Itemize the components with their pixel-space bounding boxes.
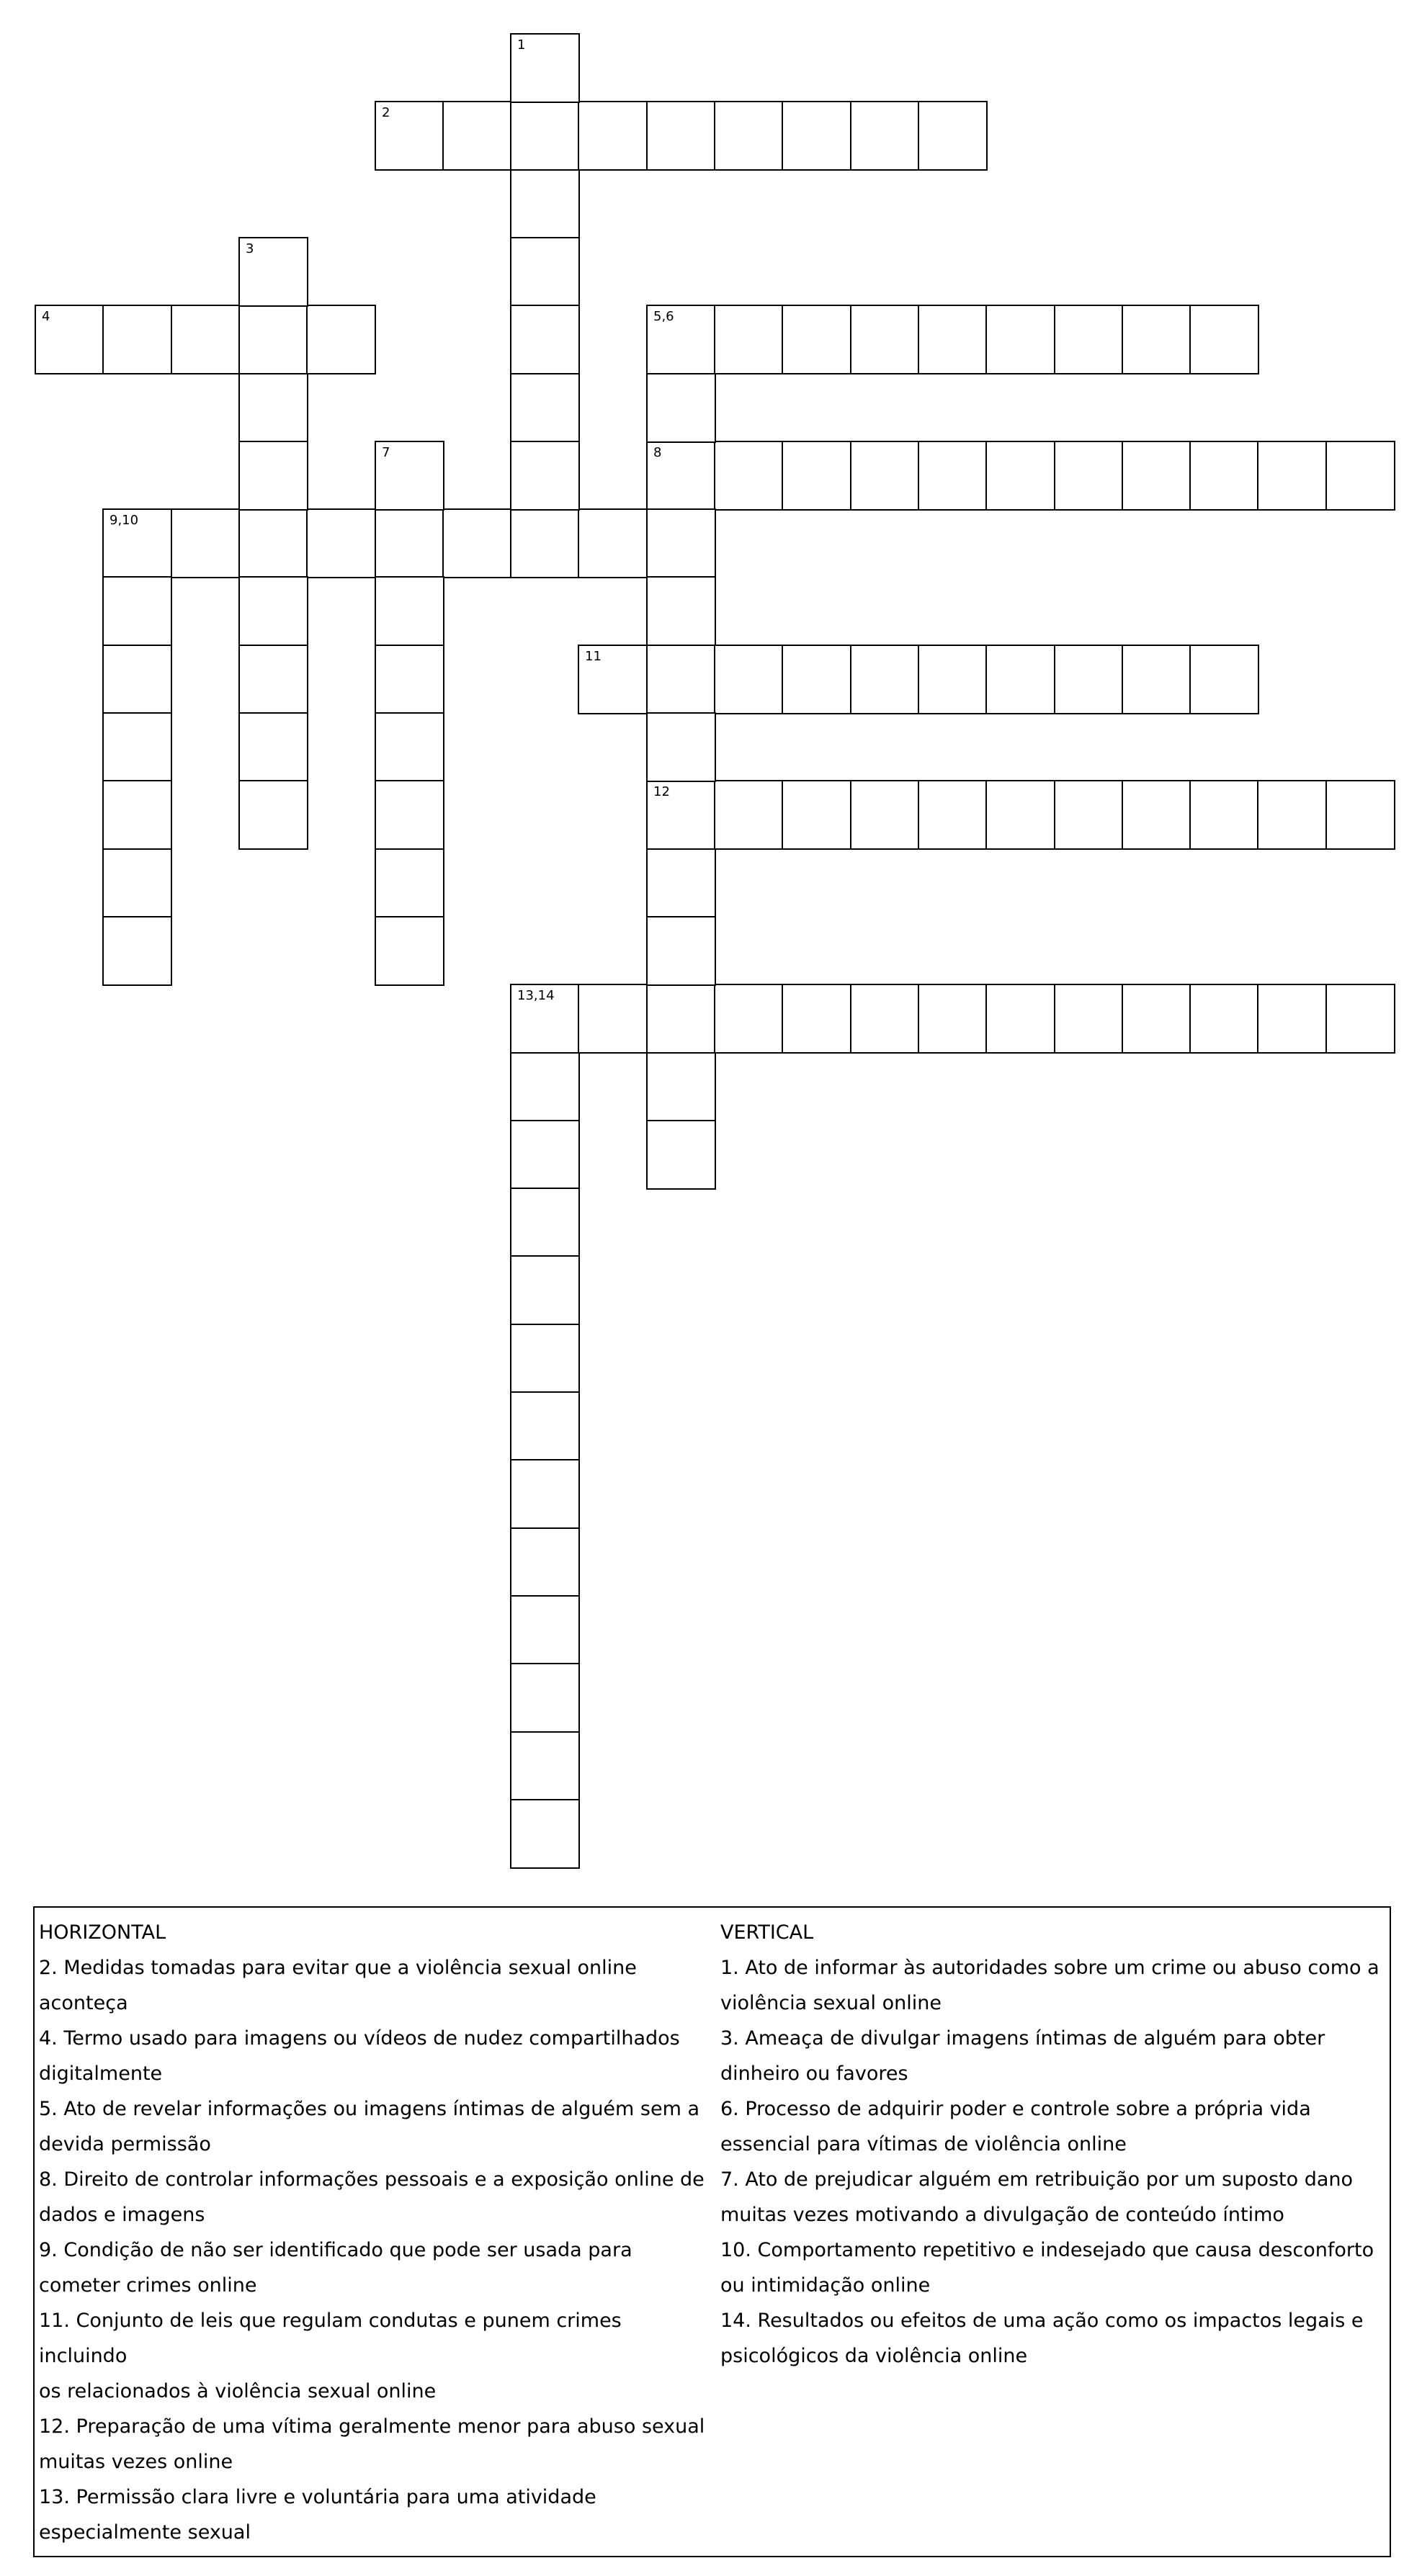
crossword-cell[interactable] <box>646 916 716 986</box>
crossword-cell[interactable] <box>985 305 1055 374</box>
crossword-cell[interactable] <box>510 1799 580 1869</box>
crossword-cell[interactable] <box>985 645 1055 714</box>
crossword-cell[interactable] <box>918 101 988 171</box>
crossword-cell[interactable] <box>171 305 241 374</box>
crossword-cell[interactable] <box>782 645 851 714</box>
crossword-cell[interactable] <box>510 1188 580 1257</box>
clue-number: 8 <box>653 445 662 460</box>
crossword-cell[interactable] <box>510 1120 580 1190</box>
crossword-cell[interactable] <box>510 169 580 239</box>
crossword-cell[interactable] <box>578 984 648 1054</box>
crossword-cell[interactable] <box>578 101 648 171</box>
crossword-cell[interactable] <box>102 712 172 782</box>
crossword-cell[interactable] <box>510 1527 580 1597</box>
crossword-cell[interactable] <box>102 848 172 918</box>
crossword-cell[interactable] <box>918 645 988 714</box>
crossword-cell[interactable] <box>714 780 784 850</box>
crossword-cell[interactable] <box>985 984 1055 1054</box>
horizontal-clue-line: especialmente sexual <box>39 2521 251 2544</box>
vertical-clue-line: 10. Comportamento repetitivo e indesejado que causa desconforto <box>720 2239 1374 2261</box>
crossword-cell[interactable] <box>1122 984 1191 1054</box>
crossword-cell[interactable] <box>782 305 851 374</box>
clue-number: 12 <box>653 784 670 799</box>
vertical-clue-line: 7. Ato de prejudicar alguém em retribuição por um suposto dano <box>720 2168 1354 2191</box>
horizontal-clue-line: 12. Preparação de uma vítima geralmente menor para abuso sexual <box>39 2415 705 2438</box>
crossword-cell[interactable] <box>985 441 1055 511</box>
vertical-clue-line: 3. Ameaça de divulgar imagens íntimas de alguém para obter <box>720 2027 1325 2050</box>
crossword-cell[interactable] <box>442 508 512 578</box>
vertical-clue-line: muitas vezes motivando a divulgação de conteúdo íntimo <box>720 2204 1284 2226</box>
horizontal-clue-line: aconteça <box>39 1992 128 2014</box>
horizontal-title: HORIZONTAL <box>39 1921 166 1944</box>
crossword-cell[interactable] <box>102 508 172 578</box>
crossword-cell[interactable] <box>850 645 920 714</box>
crossword-cell[interactable] <box>646 1052 716 1122</box>
crossword-cell[interactable] <box>375 441 444 511</box>
crossword-cell[interactable] <box>375 645 444 714</box>
horizontal-clue-line: 2. Medidas tomadas para evitar que a violência sexual online <box>39 1957 637 1979</box>
vertical-title: VERTICAL <box>720 1921 814 1944</box>
crossword-cell[interactable] <box>646 101 716 171</box>
crossword-cell[interactable] <box>238 441 308 511</box>
crossword-cell[interactable] <box>646 576 716 646</box>
horizontal-clue-line: 8. Direito de controlar informações pessoais e a exposição online de <box>39 2168 705 2191</box>
crossword-cell[interactable] <box>510 984 580 1054</box>
crossword-cell[interactable] <box>102 916 172 986</box>
crossword-cell[interactable] <box>850 984 920 1054</box>
horizontal-clues <box>39 1915 709 2550</box>
crossword-cell[interactable] <box>850 780 920 850</box>
vertical-clue-line: 14. Resultados ou efeitos de uma ação como os impactos legais e <box>720 2310 1364 2332</box>
crossword-cell[interactable] <box>510 237 580 307</box>
crossword-cell[interactable] <box>1189 780 1259 850</box>
crossword-cell[interactable] <box>238 237 308 307</box>
crossword-cell[interactable] <box>646 848 716 918</box>
horizontal-clue-line: digitalmente <box>39 2063 163 2085</box>
crossword-cell[interactable] <box>646 441 716 511</box>
crossword-cell[interactable] <box>1325 441 1395 511</box>
horizontal-clue-line: muitas vezes online <box>39 2451 233 2473</box>
crossword-cell[interactable] <box>850 305 920 374</box>
vertical-clue-line: essencial para vítimas de violência online <box>720 2133 1127 2155</box>
clue-number: 4 <box>42 309 50 324</box>
crossword-cell[interactable] <box>714 305 784 374</box>
vertical-clue-line: ou intimidação online <box>720 2274 931 2297</box>
crossword-cell[interactable] <box>646 780 716 850</box>
clue-number: 11 <box>585 649 602 664</box>
crossword-cell[interactable] <box>102 305 172 374</box>
crossword-cell[interactable] <box>510 33 580 103</box>
crossword-cell[interactable] <box>1054 441 1124 511</box>
crossword-cell[interactable] <box>1189 645 1259 714</box>
horizontal-clue-line: 11. Conjunto de leis que regulam condutas e punem crimes incluindo <box>39 2310 622 2367</box>
crossword-cell[interactable] <box>1257 984 1327 1054</box>
crossword-cell[interactable] <box>102 576 172 646</box>
crossword-cell[interactable] <box>102 780 172 850</box>
crossword-cell[interactable] <box>918 441 988 511</box>
crossword-cell[interactable] <box>510 441 580 511</box>
horizontal-clue-line: devida permissão <box>39 2133 211 2155</box>
crossword-cell[interactable] <box>1054 984 1124 1054</box>
vertical-clues <box>720 1915 1387 2374</box>
crossword-cell[interactable] <box>510 1663 580 1733</box>
crossword-cell[interactable] <box>238 373 308 443</box>
crossword-cell[interactable] <box>714 101 784 171</box>
crossword-cell[interactable] <box>102 645 172 714</box>
crossword-cell[interactable] <box>1054 305 1124 374</box>
crossword-cell[interactable] <box>1054 645 1124 714</box>
crossword-cell[interactable] <box>510 1595 580 1665</box>
vertical-clue-line: 1. Ato de informar às autoridades sobre um crime ou abuso como a <box>720 1957 1379 1979</box>
crossword-cell[interactable] <box>714 645 784 714</box>
crossword-cell[interactable] <box>918 305 988 374</box>
crossword-cell[interactable] <box>1122 645 1191 714</box>
vertical-clue-line: violência sexual online <box>720 1992 942 2014</box>
crossword-cell[interactable] <box>510 305 580 374</box>
crossword-cell[interactable] <box>238 712 308 782</box>
crossword-cell[interactable] <box>238 508 308 578</box>
crossword-cell[interactable] <box>782 101 851 171</box>
crossword-cell[interactable] <box>646 645 716 714</box>
crossword-cell[interactable] <box>510 373 580 443</box>
crossword-cell[interactable] <box>306 305 376 374</box>
vertical-clue-line: 6. Processo de adquirir poder e controle sobre a própria vida <box>720 2098 1311 2120</box>
horizontal-clue-line: dados e imagens <box>39 2204 205 2226</box>
crossword-cell[interactable] <box>442 101 512 171</box>
clue-number: 5,6 <box>653 309 674 324</box>
crossword-cell[interactable] <box>306 508 376 578</box>
crossword-cell[interactable] <box>375 101 444 171</box>
crossword-cell[interactable] <box>510 1459 580 1529</box>
crossword-cell[interactable] <box>238 576 308 646</box>
crossword-cell[interactable] <box>918 780 988 850</box>
crossword-cell[interactable] <box>782 984 851 1054</box>
crossword-cell[interactable] <box>375 508 444 578</box>
crossword-cell[interactable] <box>1257 441 1327 511</box>
crossword-cell[interactable] <box>1054 780 1124 850</box>
clues-box <box>33 1906 1391 2557</box>
crossword-cell[interactable] <box>1325 780 1395 850</box>
crossword-cell[interactable] <box>646 1120 716 1190</box>
crossword-cell[interactable] <box>1122 441 1191 511</box>
clue-number: 9,10 <box>109 513 139 528</box>
crossword-cell[interactable] <box>1189 441 1259 511</box>
crossword-cell[interactable] <box>850 441 920 511</box>
horizontal-clue-line: 13. Permissão clara livre e voluntária para uma atividade <box>39 2486 596 2508</box>
vertical-clue-line: dinheiro ou favores <box>720 2063 908 2085</box>
crossword-cell[interactable] <box>510 1255 580 1325</box>
crossword-cell[interactable] <box>985 780 1055 850</box>
vertical-clue-line: psicológicos da violência online <box>720 2345 1028 2367</box>
crossword-cell[interactable] <box>171 508 241 578</box>
clue-number: 13,14 <box>517 988 555 1003</box>
horizontal-clue-line: 4. Termo usado para imagens ou vídeos de nudez compartilhados <box>39 2027 680 2050</box>
crossword-cell[interactable] <box>510 1391 580 1461</box>
crossword-cell[interactable] <box>1257 780 1327 850</box>
crossword-cell[interactable] <box>375 712 444 782</box>
clue-number: 1 <box>517 37 526 53</box>
crossword-cell[interactable] <box>375 780 444 850</box>
crossword-cell[interactable] <box>646 305 716 374</box>
crossword-cell[interactable] <box>510 1052 580 1122</box>
crossword-cell[interactable] <box>510 1731 580 1801</box>
crossword-cell[interactable] <box>375 848 444 918</box>
crossword-cell[interactable] <box>1122 780 1191 850</box>
crossword-cell[interactable] <box>782 441 851 511</box>
horizontal-clue-line: os relacionados à violência sexual online <box>39 2380 437 2402</box>
crossword-cell[interactable] <box>1122 305 1191 374</box>
crossword-cell[interactable] <box>578 508 648 578</box>
crossword-cell[interactable] <box>850 101 920 171</box>
crossword-cell[interactable] <box>238 645 308 714</box>
crossword-cell[interactable] <box>35 305 104 374</box>
horizontal-clue-line: 5. Ato de revelar informações ou imagens íntimas de alguém sem a <box>39 2098 700 2120</box>
crossword-cell[interactable] <box>375 576 444 646</box>
crossword-cell[interactable] <box>918 984 988 1054</box>
crossword-cell[interactable] <box>238 780 308 850</box>
crossword-cell[interactable] <box>1325 984 1395 1054</box>
crossword-cell[interactable] <box>714 984 784 1054</box>
clue-number: 3 <box>246 241 254 256</box>
crossword-cell[interactable] <box>646 712 716 782</box>
crossword-cell[interactable] <box>782 780 851 850</box>
crossword-cell[interactable] <box>510 508 580 578</box>
crossword-cell[interactable] <box>375 916 444 986</box>
clue-number: 7 <box>382 445 390 460</box>
crossword-cell[interactable] <box>1189 984 1259 1054</box>
crossword-cell[interactable] <box>1189 305 1259 374</box>
crossword-cell[interactable] <box>646 508 716 578</box>
crossword-cell[interactable] <box>510 1324 580 1394</box>
horizontal-clue-line: cometer crimes online <box>39 2274 257 2297</box>
clue-number: 2 <box>382 105 390 120</box>
horizontal-clue-line: 9. Condição de não ser identificado que pode ser usada para <box>39 2239 632 2261</box>
crossword-cell[interactable] <box>238 305 308 374</box>
crossword-cell[interactable] <box>578 645 648 714</box>
crossword-cell[interactable] <box>646 984 716 1054</box>
crossword-cell[interactable] <box>646 373 716 443</box>
crossword-cell[interactable] <box>510 101 580 171</box>
crossword-cell[interactable] <box>714 441 784 511</box>
